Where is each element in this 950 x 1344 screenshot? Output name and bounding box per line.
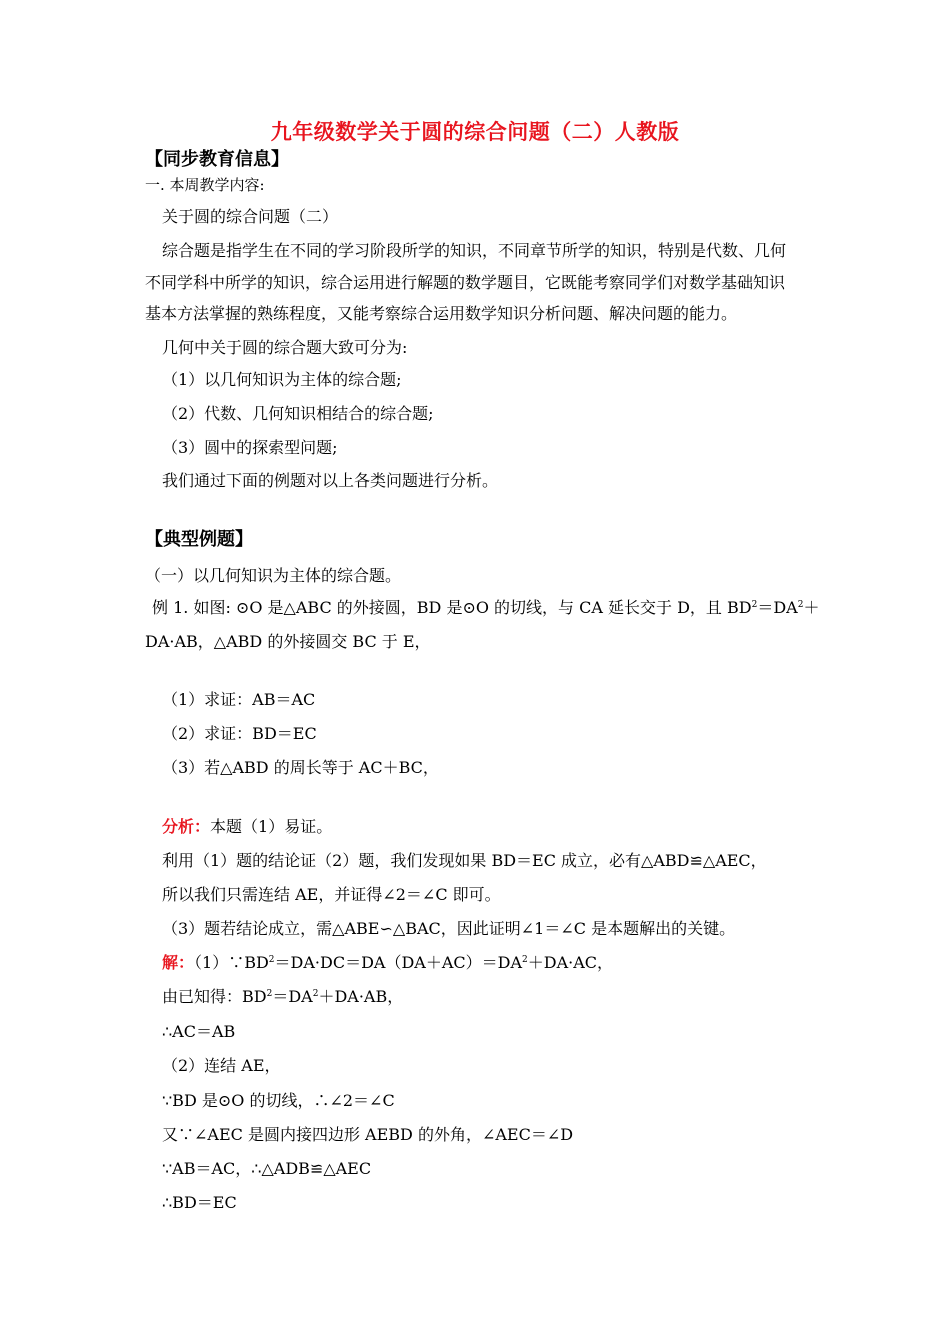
intro-paragraph-line-2: 不同学科中所学的知识，综合运用进行解题的数学题目，它既能考察同学们对数学基础知识 [145,273,786,292]
closing-line: 我们通过下面的例题对以上各类问题进行分析。 [162,471,499,490]
analysis-line-1: 分析：本题（1）易证。 [162,817,333,836]
analysis-line-2: 利用（1）题的结论证（2）题，我们发现如果 BD＝EC 成立，必有△ABD≌△AEC， [162,851,767,870]
classify-intro: 几何中关于圆的综合题大致可分为: [162,338,408,357]
document-title: 九年级数学关于圆的综合问题（二）人教版 [270,119,680,144]
question-1: （1）求证：AB＝AC [162,690,316,709]
solution-line-3: ∴AC＝AB [162,1022,236,1041]
solution-line-6: 又∵∠AEC 是圆内接四边形 AEBD 的外角，∠AEC＝∠D [162,1125,574,1144]
topic-line: 关于圆的综合问题（二） [162,207,339,226]
solution-line-2: 由已知得：$BD^2=DA^2+DA\cdot AB$， [162,987,404,1006]
classify-item-3: （3）圆中的探索型问题; [162,438,338,457]
section-heading-sync-info: 【同步教育信息】 [145,149,289,170]
classify-item-1: （1）以几何知识为主体的综合题; [162,370,402,389]
intro-paragraph-line-1: 综合题是指学生在不同的学习阶段所学的知识，不同章节所学的知识，特别是代数、几何 [162,241,787,260]
question-3: （3）若△ABD 的周长等于 AC＋BC， [162,758,439,777]
solution-line-1: 解：$(1)\because BD^2=DA\cdot DC=DA(DA+AC)=DA^2+DA\cdot AC$， [162,953,614,972]
solution-label: 解： [162,953,195,972]
solution-line-8: ∴BD＝EC [162,1193,237,1212]
analysis-line-3: 所以我们只需连结 AE，并证得∠2＝∠C 即可。 [162,885,501,904]
solution-line-4: （2）连结 AE， [162,1056,281,1075]
intro-paragraph-line-3: 基本方法掌握的熟练程度，又能考察综合运用数学知识分析问题、解决问题的能力。 [145,304,738,323]
example-category: （一）以几何知识为主体的综合题。 [145,566,402,585]
example-1-line-1: 例 1. 如图: ⊙O 是△ABC 的外接圆，BD 是⊙O 的切线，与 CA 延长交于 D，且 $BD^2=DA^2+$ [152,598,820,617]
solution-line-7: ∵AB＝AC，∴△ADB≌△AEC [162,1159,372,1178]
analysis-label: 分析： [162,817,211,836]
solution-line-5: ∵BD 是⊙O 的切线，∴∠2＝∠C [162,1091,395,1110]
question-2: （2）求证：BD＝EC [162,724,317,743]
classify-item-2: （2）代数、几何知识相结合的综合题; [162,404,434,423]
analysis-line-4: （3）题若结论成立，需△ABE∽△BAC，因此证明∠1＝∠C 是本题解出的关键。 [162,919,736,938]
section-heading-examples: 【典型例题】 [145,529,253,550]
week-content-label: 一. 本周教学内容: [145,176,265,194]
example-1-line-2: DA·AB，△ABD 的外接圆交 BC 于 E， [145,632,431,651]
